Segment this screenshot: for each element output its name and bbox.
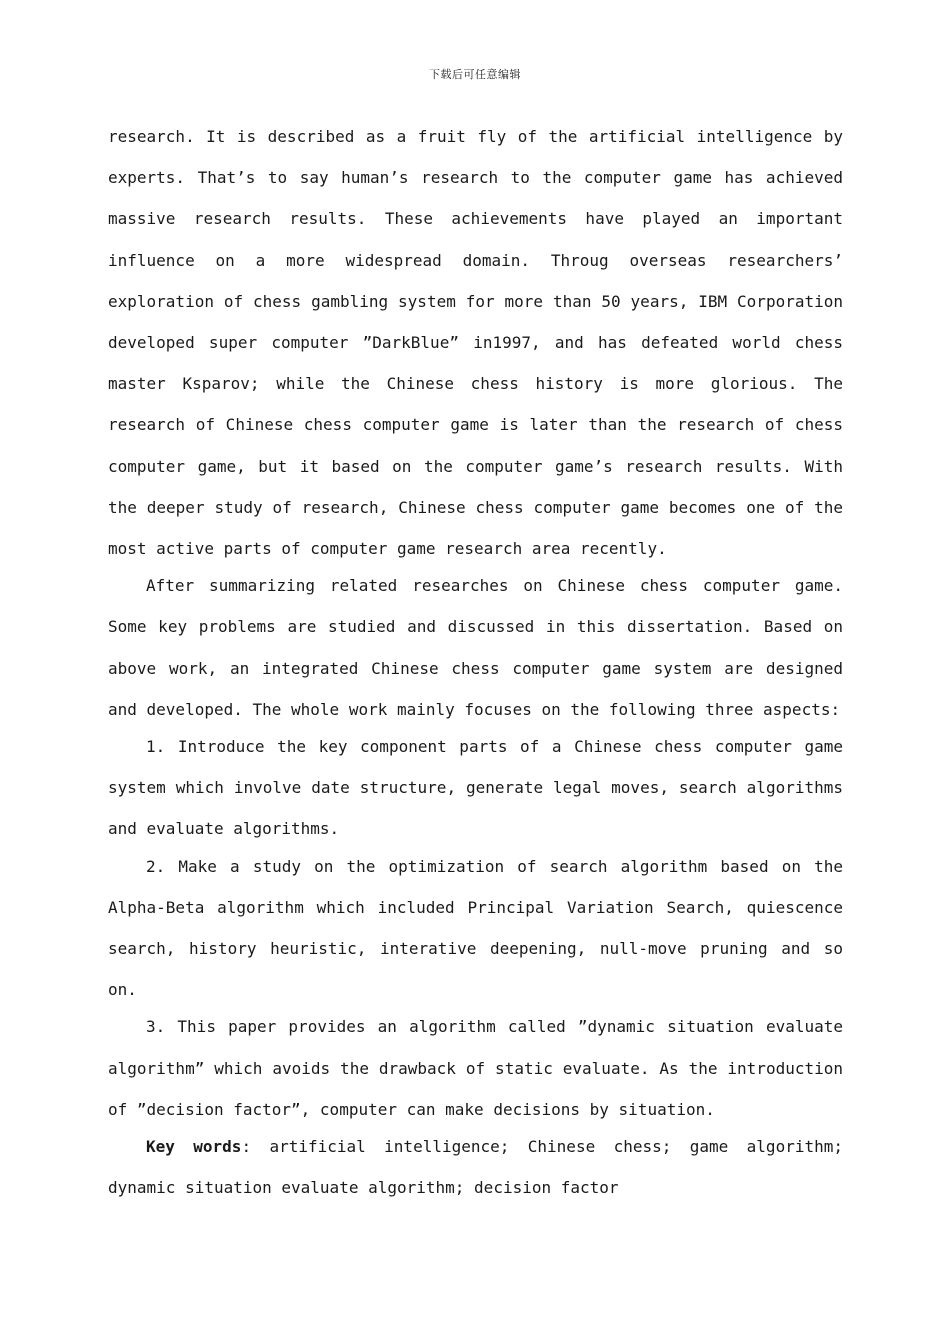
list-item-1: 1. Introduce the key component parts of a Chinese chess computer game system which involve date structure, generate legal moves, search algorithms and evaluate algorithms. — [108, 737, 843, 839]
page-header: 下载后可任意编辑 — [429, 68, 521, 81]
keywords-label: Key words — [146, 1137, 242, 1157]
paragraph-summary: After summarizing related researches on Chinese chess computer game. Some key problems are studied and discussed in this dissertation. Based on above work, an integrated Chinese chess computer game system are designed and developed. The whole work mainly focuses on the following three aspects: — [108, 576, 843, 719]
keywords-text: : artificial intelligence; Chinese chess; game algorithm; dynamic situation evaluate algorithm; decision factor — [108, 1137, 843, 1198]
keywords-paragraph — [108, 1126, 843, 1208]
paragraph-continuation: research. It is described as a fruit fly of the artificial intelligence by experts. That’s to say human’s research to the computer game has achieved massive research results. These achievements have played an important influence on a more widespread domain. Throug overseas researchers’ exploration of chess gambling system for more than 50 years, IBM Corporation developed super computer ”DarkBlue” in1997, and has defeated world chess master Ksparov; while the Chinese chess history is more glorious. The research of Chinese chess computer game is later than the research of chess computer game, but it based on the computer game’s research results. With the deeper study of research, Chinese chess computer game becomes one of the most active parts of computer game research area recently. — [108, 127, 843, 559]
list-item-2: 2. Make a study on the optimization of search algorithm based on the Alpha-Beta algorithm which included Principal Variation Search, quiescence search, history heuristic, interative deepening, null-move pruning and so on. — [108, 856, 843, 1000]
document-body — [108, 116, 843, 1204]
list-item-3: 3. This paper provides an algorithm called ”dynamic situation evaluate algorithm” which avoids the drawback of static evaluate. As the introduction of ”decision factor”, computer can make decisions by situation. — [108, 1017, 843, 1119]
